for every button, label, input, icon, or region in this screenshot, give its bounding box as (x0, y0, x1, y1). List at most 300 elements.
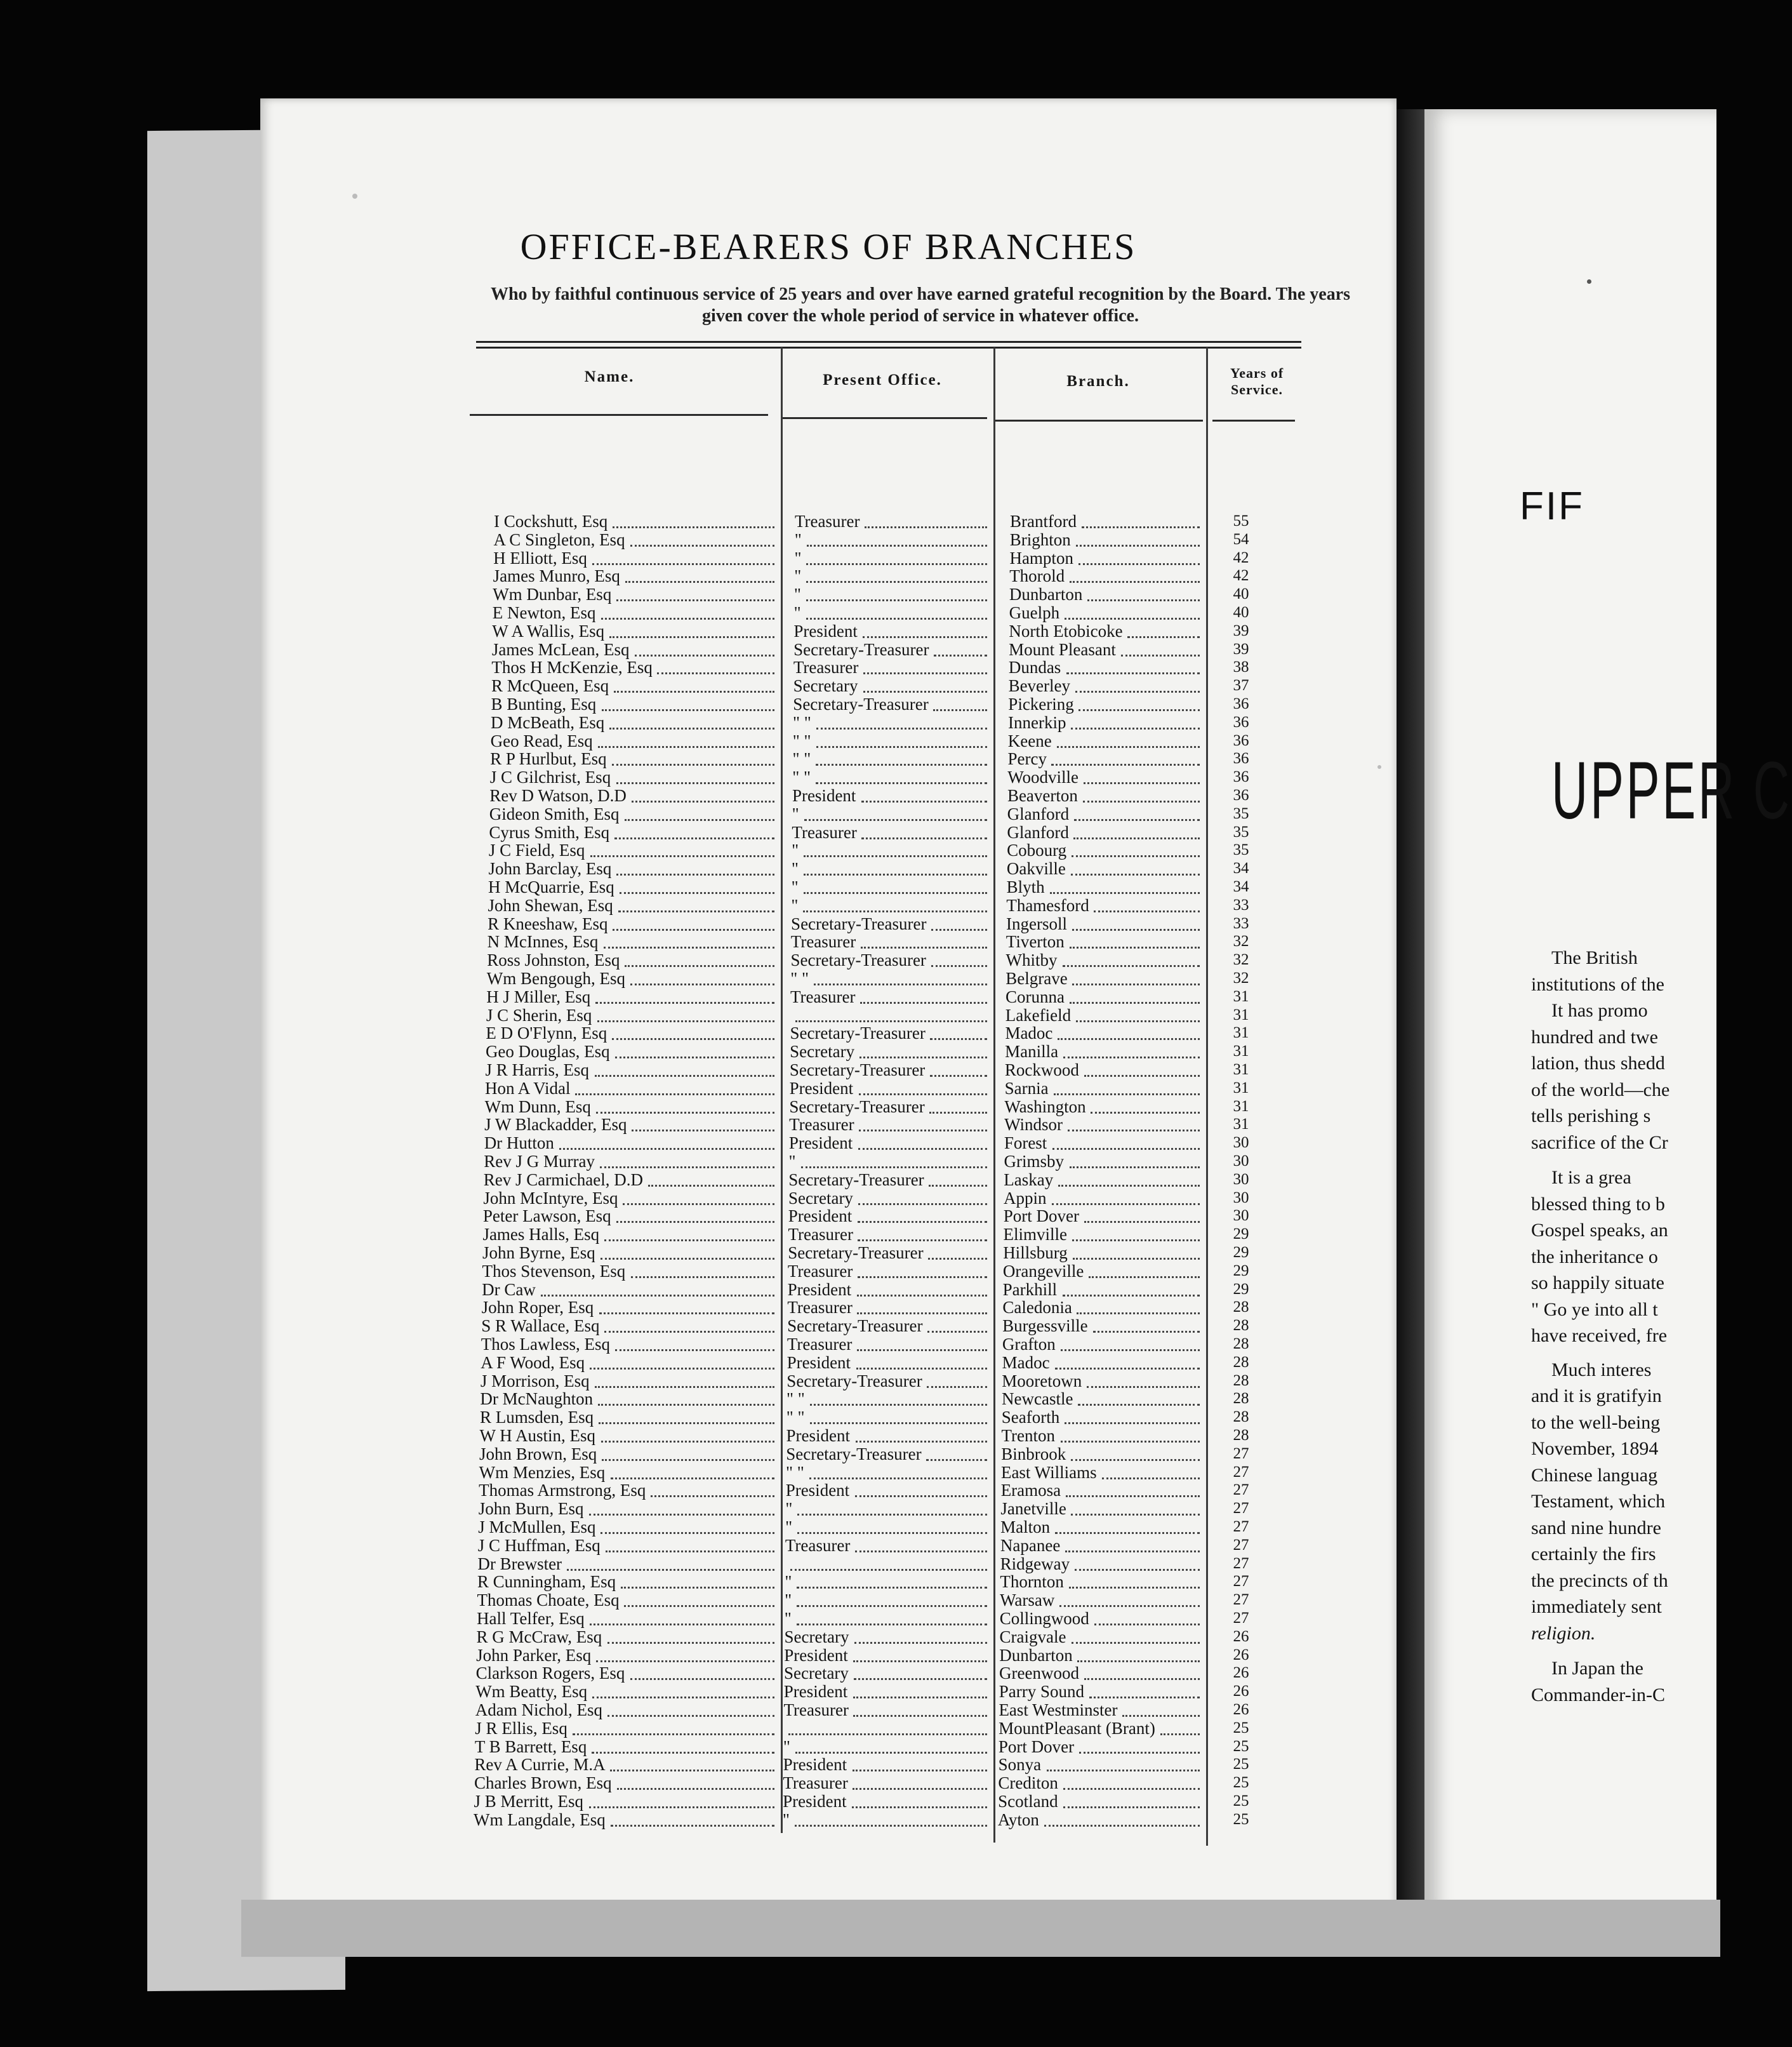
row-name: Hall Telfer, Esq (477, 1609, 585, 1628)
row-office: President (783, 1792, 847, 1811)
leader-dots (804, 805, 987, 821)
row-name: Thomas Armstrong, Esq (479, 1481, 646, 1500)
leader-dots (575, 1079, 774, 1095)
row-branch: Dunbarton (999, 1645, 1073, 1665)
leader-dots (1070, 988, 1200, 1004)
row-branch: Janetville (1000, 1499, 1066, 1519)
row-branch: Crediton (998, 1773, 1058, 1793)
leader-dots (1074, 805, 1200, 821)
right-page-line: sand nine hundre (1531, 1517, 1661, 1538)
leader-dots (804, 841, 987, 857)
row-branch: Port Dover (1003, 1206, 1079, 1226)
row-years: 32 (1233, 970, 1249, 987)
row-office: Secretary-Treasurer (786, 1444, 922, 1464)
leader-dots (790, 1555, 987, 1571)
leader-dots (857, 1298, 987, 1314)
right-page-line: lation, thus shedd (1531, 1053, 1665, 1074)
row-name: Ross Johnston, Esq (487, 950, 620, 970)
leader-dots (1063, 1043, 1200, 1058)
right-page-line: Gospel speaks, an (1531, 1220, 1668, 1241)
leader-dots (609, 714, 774, 730)
table-row (260, 1646, 1397, 1665)
row-office: Secretary (784, 1627, 849, 1646)
leader-dots (604, 1225, 774, 1241)
row-years: 35 (1233, 804, 1249, 822)
row-years: 27 (1233, 1573, 1249, 1590)
row-office: " (782, 1810, 790, 1829)
leader-dots (861, 823, 987, 839)
leader-dots (1065, 604, 1200, 620)
row-office: " " (785, 1462, 804, 1482)
leader-dots (1127, 622, 1200, 638)
row-office: Treasurer (787, 1298, 853, 1317)
leader-dots (1077, 1646, 1200, 1662)
leader-dots (1072, 1628, 1200, 1644)
row-branch: Orangeville (1002, 1261, 1084, 1281)
leader-dots (855, 1537, 987, 1552)
table-row (260, 1664, 1397, 1683)
row-branch: Appin (1004, 1188, 1047, 1208)
row-years: 30 (1233, 1134, 1249, 1152)
row-branch: Glanford (1007, 804, 1070, 823)
row-years: 39 (1233, 640, 1249, 658)
row-years: 39 (1233, 622, 1249, 639)
table-row (260, 1792, 1397, 1811)
table-row (260, 951, 1397, 970)
leader-dots (816, 732, 987, 748)
leader-dots (863, 622, 987, 638)
row-branch: Grafton (1002, 1335, 1056, 1354)
leader-dots (863, 677, 987, 693)
table-row (260, 1811, 1397, 1830)
leader-dots (597, 1006, 774, 1022)
row-office: " " (792, 731, 811, 750)
leader-dots (615, 1043, 774, 1058)
row-branch: Woodville (1007, 768, 1079, 787)
leader-dots (589, 1792, 774, 1808)
leader-dots (861, 787, 987, 803)
row-name: Wm Bengough, Esq (486, 969, 625, 988)
row-years: 38 (1233, 658, 1249, 676)
leader-dots (804, 878, 987, 894)
table-row (260, 750, 1397, 769)
row-office: " " (786, 1408, 805, 1427)
leader-dots (931, 951, 987, 967)
leader-dots (853, 1774, 987, 1790)
row-office: President (788, 1206, 853, 1226)
table-row (260, 970, 1397, 989)
table-row (260, 1537, 1397, 1556)
leader-dots (1089, 1262, 1200, 1278)
leader-dots (855, 1481, 987, 1497)
leader-dots (1065, 1408, 1200, 1424)
row-name: Peter Lawson, Esq (482, 1206, 611, 1226)
table-row (260, 1390, 1397, 1409)
table-row (260, 1719, 1397, 1738)
table-row (260, 1756, 1397, 1775)
row-name: Thos Stevenson, Esq (482, 1261, 626, 1281)
row-branch: Lakefield (1005, 1005, 1072, 1025)
leader-dots (788, 1719, 987, 1735)
leader-dots (859, 1079, 987, 1095)
leader-dots (616, 768, 774, 784)
table-row (260, 787, 1397, 806)
leader-dots (630, 531, 774, 547)
row-years: 31 (1233, 1061, 1249, 1078)
leader-dots (1160, 1719, 1200, 1735)
leader-dots (1054, 1079, 1200, 1095)
leader-dots (1063, 1774, 1200, 1790)
right-page-line: religion. (1531, 1622, 1596, 1644)
row-name: Wm Dunn, Esq (484, 1097, 591, 1116)
row-name: Wm Beatty, Esq (475, 1682, 588, 1702)
row-years: 32 (1233, 933, 1249, 950)
leader-dots (1061, 1335, 1200, 1351)
row-office: President (793, 621, 858, 641)
leader-dots (613, 915, 774, 931)
leader-dots (616, 1207, 774, 1223)
row-branch: Warsaw (1000, 1590, 1055, 1610)
leader-dots (1073, 1244, 1200, 1260)
leader-dots (1044, 1811, 1200, 1827)
row-name: Geo Read, Esq (490, 731, 593, 750)
row-years: 36 (1233, 750, 1249, 768)
row-name: T B Barrett, Esq (474, 1737, 587, 1756)
table-row (260, 604, 1397, 623)
leader-dots (927, 1372, 987, 1388)
leader-dots (930, 1024, 987, 1040)
leader-dots (599, 1298, 774, 1314)
row-office: President (784, 1645, 848, 1665)
row-name: R P Hurlbut, Esq (490, 749, 607, 769)
row-years: 27 (1233, 1463, 1249, 1481)
leader-dots (618, 897, 774, 912)
leader-dots (1079, 695, 1200, 711)
row-branch: Seaforth (1001, 1408, 1060, 1427)
right-page-title-main: UPPER C (1551, 745, 1792, 836)
row-branch: Napanee (1000, 1535, 1061, 1555)
right-page-line: immediately sent (1531, 1596, 1662, 1617)
table-row (260, 1207, 1397, 1226)
leader-dots (601, 604, 774, 620)
leader-dots (602, 695, 774, 711)
right-page-line: have received, fre (1531, 1325, 1668, 1346)
row-years: 36 (1233, 731, 1249, 749)
book-gutter (1397, 109, 1426, 1916)
table-row (260, 1006, 1397, 1025)
leader-dots (863, 658, 987, 674)
leader-dots (1070, 567, 1200, 583)
row-office: " (794, 566, 802, 586)
leader-dots (926, 1445, 987, 1461)
row-name: Thos Lawless, Esq (481, 1335, 610, 1354)
row-branch: Percy (1007, 749, 1047, 769)
row-years: 30 (1233, 1189, 1249, 1206)
row-branch: Pickering (1008, 695, 1074, 714)
row-years: 36 (1233, 713, 1249, 731)
row-years: 26 (1233, 1646, 1249, 1664)
row-name: Dr Brewster (477, 1554, 562, 1573)
row-years: 27 (1233, 1591, 1249, 1609)
leader-dots (625, 951, 774, 967)
row-office: " (793, 603, 801, 622)
row-years: 26 (1233, 1664, 1249, 1682)
row-years: 42 (1233, 549, 1249, 566)
leader-dots (859, 1116, 987, 1131)
leader-dots (630, 1664, 774, 1680)
right-page-line: Commander-in-C (1531, 1684, 1666, 1705)
leader-dots (541, 1281, 774, 1297)
leader-dots (1091, 1098, 1200, 1114)
row-office: President (786, 1426, 850, 1445)
row-office: Secretary-Treasurer (789, 1060, 926, 1079)
row-branch: Sarnia (1004, 1078, 1049, 1098)
row-branch: Glanford (1007, 822, 1069, 842)
row-name: J R Ellis, Esq (475, 1718, 567, 1738)
column-header-years-line1: Years of (1230, 365, 1284, 381)
leader-dots (573, 1719, 774, 1735)
leader-dots (598, 732, 774, 748)
row-office: Secretary (788, 1188, 853, 1208)
table-row (260, 1354, 1397, 1373)
row-office: " (791, 877, 799, 897)
leader-dots (1093, 1317, 1200, 1333)
leader-dots (1087, 585, 1200, 601)
leader-dots (1075, 677, 1200, 693)
row-years: 30 (1233, 1152, 1249, 1170)
row-years: 28 (1233, 1317, 1249, 1335)
leader-dots (931, 915, 987, 931)
leader-dots (604, 1317, 774, 1333)
row-name: S R Wallace, Esq (481, 1316, 600, 1336)
right-page-line: The British (1551, 947, 1638, 968)
leader-dots (928, 1244, 987, 1260)
leader-dots (795, 1811, 987, 1827)
row-name: Wm Dunbar, Esq (493, 585, 612, 604)
leader-dots (596, 1098, 774, 1114)
row-years: 30 (1233, 1207, 1249, 1225)
row-branch: Thornton (1000, 1572, 1064, 1592)
leader-dots (607, 1628, 774, 1644)
leader-dots (1055, 1518, 1200, 1534)
right-page-line: the inheritance o (1531, 1246, 1658, 1267)
right-page-line: " Go ye into all t (1531, 1298, 1658, 1320)
table-row (260, 878, 1397, 897)
leader-dots (853, 1756, 987, 1771)
row-years: 31 (1233, 1097, 1249, 1115)
leader-dots (609, 622, 774, 638)
row-branch: Beaverton (1007, 786, 1078, 805)
leader-dots (806, 567, 987, 583)
leader-dots (631, 1262, 774, 1278)
row-name: J W Blackadder, Esq (484, 1115, 627, 1135)
row-branch: Washington (1004, 1097, 1086, 1116)
row-office: Treasurer (793, 658, 859, 677)
row-name: James McLean, Esq (491, 639, 630, 659)
row-name: Rev J Carmichael, D.D (483, 1170, 643, 1189)
column-header-office: Present Office. (823, 371, 942, 389)
office-bearers-table (260, 98, 1397, 1911)
leader-dots (927, 1317, 987, 1333)
row-office: President (792, 786, 856, 805)
leader-dots (857, 1281, 987, 1297)
table-row (260, 1683, 1397, 1702)
leader-dots (1063, 1281, 1200, 1297)
table-row (260, 1043, 1397, 1062)
leader-dots (816, 750, 987, 766)
row-office: Treasurer (795, 512, 860, 531)
leader-dots (854, 1628, 987, 1644)
leader-dots (1063, 951, 1200, 967)
leader-dots (1083, 787, 1200, 803)
leader-dots (615, 1335, 774, 1351)
leader-dots (648, 1171, 774, 1187)
row-years: 31 (1233, 1006, 1249, 1024)
row-years: 32 (1233, 951, 1249, 969)
leader-dots (1087, 1372, 1200, 1388)
row-office: President (787, 1279, 852, 1299)
row-years: 27 (1233, 1444, 1249, 1462)
row-office: " (794, 530, 802, 549)
leader-dots (592, 549, 774, 565)
row-office: Secretary-Treasurer (790, 950, 926, 970)
leader-dots (804, 860, 987, 876)
leader-dots (567, 1555, 774, 1571)
leader-dots (810, 1408, 987, 1424)
row-name: J Morrison, Esq (480, 1371, 590, 1390)
row-branch: Rockwood (1004, 1060, 1079, 1079)
row-office: " " (793, 712, 811, 732)
table-row (260, 531, 1397, 550)
row-name: J C Sherin, Esq (486, 1005, 592, 1025)
right-page-line: the precincts of th (1531, 1570, 1668, 1591)
row-years: 33 (1233, 914, 1249, 932)
leader-dots (616, 585, 774, 601)
row-name: B Bunting, Esq (491, 695, 597, 714)
row-name: R Kneeshaw, Esq (488, 914, 608, 933)
leader-dots (657, 658, 774, 674)
row-branch: Cobourg (1007, 841, 1067, 860)
row-office: " (792, 841, 799, 860)
leader-dots (856, 1427, 987, 1443)
row-name: E Newton, Esq (492, 603, 596, 622)
row-years: 31 (1233, 1116, 1249, 1133)
leader-dots (1072, 841, 1200, 857)
row-name: W A Wallis, Esq (492, 621, 605, 641)
leader-dots (604, 933, 774, 949)
leader-dots (595, 1061, 774, 1077)
right-page-line: to the well-being (1531, 1411, 1661, 1433)
table-row (260, 1500, 1397, 1519)
row-branch: Brighton (1009, 530, 1071, 549)
table-row (260, 1408, 1397, 1427)
leader-dots (856, 1354, 987, 1370)
row-office: Secretary-Treasurer (788, 1170, 924, 1189)
leader-dots (1078, 1390, 1200, 1406)
row-branch: Laskay (1004, 1170, 1054, 1189)
row-branch: Greenwood (999, 1664, 1079, 1683)
row-name: Rev J G Murray (484, 1152, 595, 1171)
leader-dots (795, 1738, 987, 1754)
leader-dots (801, 1152, 987, 1168)
table-row (260, 714, 1397, 733)
leader-dots (1122, 1701, 1200, 1717)
scan-speck (1377, 765, 1381, 769)
row-years: 31 (1233, 1043, 1249, 1060)
leader-dots (797, 1518, 987, 1534)
leader-dots (601, 1427, 774, 1443)
leader-dots (1121, 641, 1200, 657)
leader-dots (1071, 860, 1200, 876)
leader-dots (601, 1518, 774, 1534)
row-branch: Parkhill (1002, 1279, 1058, 1299)
row-years: 25 (1233, 1810, 1249, 1828)
leader-dots (614, 823, 774, 839)
table-row (260, 1061, 1397, 1080)
leader-dots (592, 1738, 774, 1754)
table-row (260, 1281, 1397, 1300)
row-office: President (788, 1133, 853, 1153)
right-page-line: Much interes (1551, 1359, 1652, 1380)
row-office: Secretary-Treasurer (786, 1371, 922, 1390)
table-row (260, 677, 1397, 696)
leader-dots (1071, 714, 1200, 730)
leader-dots (1069, 1573, 1200, 1589)
row-branch: Thorold (1009, 566, 1065, 586)
row-branch: Keene (1007, 731, 1052, 750)
column-header-name: Name. (584, 368, 635, 385)
table-row (260, 768, 1397, 787)
row-office: " (794, 548, 802, 568)
row-years: 26 (1233, 1627, 1249, 1645)
row-branch: Grimsby (1004, 1152, 1065, 1171)
leader-dots (625, 567, 774, 583)
row-branch: Hampton (1009, 548, 1073, 568)
row-name: Geo Douglas, Esq (485, 1042, 610, 1062)
row-office: President (786, 1352, 851, 1372)
table-row (260, 1591, 1397, 1610)
row-name: Rev A Currie, M.A (474, 1755, 606, 1775)
row-office: " (791, 895, 799, 915)
leader-dots (1094, 1610, 1200, 1625)
leader-dots (1057, 732, 1200, 748)
leader-dots (816, 714, 987, 730)
table-row (260, 1244, 1397, 1263)
row-branch: Sonya (998, 1755, 1042, 1775)
row-branch: Burgessville (1002, 1316, 1088, 1336)
row-years: 28 (1233, 1371, 1249, 1389)
table-row (260, 567, 1397, 586)
right-page-line: certainly the firs (1531, 1544, 1656, 1564)
row-years: 36 (1233, 695, 1249, 712)
right-page-line: tells perishing s (1531, 1105, 1651, 1126)
row-office: " (793, 585, 801, 604)
scan-speck (1587, 279, 1591, 284)
row-name: James Munro, Esq (493, 566, 620, 586)
leader-dots (852, 1792, 987, 1808)
row-years: 26 (1233, 1683, 1249, 1700)
leader-dots (595, 988, 774, 1004)
leader-dots (1059, 1591, 1200, 1607)
row-name: N McInnes, Esq (487, 932, 599, 952)
leader-dots (1052, 1189, 1200, 1205)
row-name: Wm Langdale, Esq (474, 1810, 606, 1829)
row-branch: Forest (1004, 1133, 1047, 1153)
row-office: President (783, 1682, 848, 1702)
table-row (260, 1555, 1397, 1574)
leader-dots (1072, 915, 1200, 931)
table-row (260, 915, 1397, 934)
